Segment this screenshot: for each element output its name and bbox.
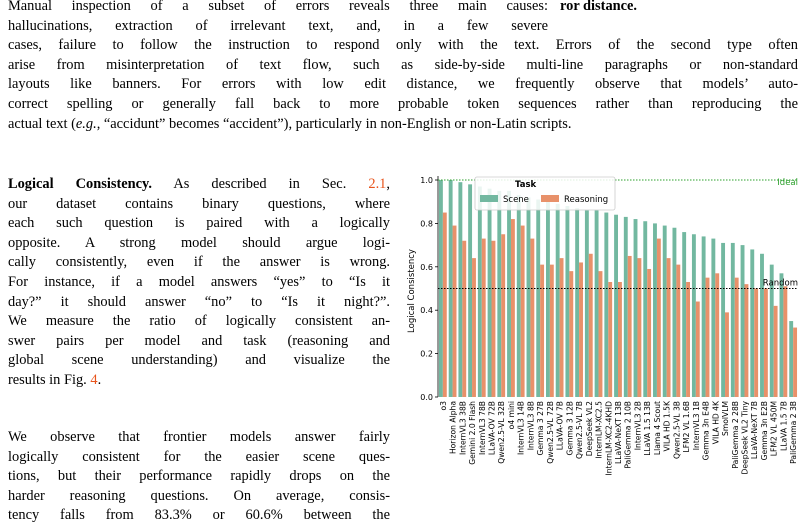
x-tick-label: Qwen2.5-VL 7B [575, 401, 585, 459]
bar-scene [692, 234, 696, 397]
bar-scene [536, 200, 540, 397]
x-tick-label: InternLM-XC2.5 [594, 401, 604, 459]
bar-reasoning [715, 273, 719, 397]
text-line: day?” it should answer “no” to “Is it night?”. [8, 293, 390, 310]
bar-reasoning [793, 328, 797, 397]
text-line: cases, failure to follow the instruction to respond only with the text. Errors of the second type often [8, 37, 798, 54]
text-line: logically consistent for the easier scene ques- [8, 448, 390, 465]
text-line: layouts like banners. For errors with low edit distance, we frequently observe that models’ auto- [8, 76, 798, 93]
bar-reasoning [725, 312, 729, 397]
bar-scene [682, 232, 686, 397]
bar-scene [721, 243, 725, 397]
bar-reasoning [696, 302, 700, 397]
bar-reasoning [618, 282, 622, 397]
logical-consistency-chart [400, 170, 805, 527]
bar-reasoning [550, 265, 554, 397]
x-tick-label: LLaVA-OV 7B [555, 401, 565, 451]
bar-reasoning [706, 278, 710, 397]
x-tick-label: DeepSeek VL2 [584, 401, 594, 457]
bar-reasoning [735, 278, 739, 397]
chart-svg [400, 170, 805, 527]
y-tick-label: 0.0 [420, 393, 433, 402]
bar-reasoning [764, 289, 768, 398]
bar-scene [468, 184, 472, 397]
bar-scene [546, 202, 550, 397]
legend-label-scene: Scene [503, 195, 529, 205]
x-tick-label: LLaVA-NeXT 7B [750, 401, 760, 460]
bar-reasoning [453, 226, 457, 397]
y-tick-label: 0.4 [420, 306, 433, 316]
bar-reasoning [686, 282, 690, 397]
y-axis [420, 176, 438, 402]
x-tick-label: InternVL3 14B [516, 401, 526, 456]
bar-reasoning [521, 226, 525, 397]
bar-scene [624, 217, 628, 397]
bar-scene [663, 226, 667, 397]
section-link[interactable]: 2.1 [368, 176, 387, 192]
bar-reasoning [482, 239, 486, 397]
bar-scene [575, 208, 579, 397]
legend-frame [475, 177, 615, 210]
x-tick-label: o4 mini [506, 401, 516, 430]
bar-reasoning [676, 265, 680, 397]
x-tick-label: InternVL3 78B [477, 401, 487, 456]
bar-scene [731, 243, 735, 397]
bar-reasoning [569, 271, 573, 397]
bar-reasoning [462, 241, 466, 397]
x-tick-label: InternVL3 2B [633, 401, 643, 451]
legend-title: Task [515, 180, 537, 190]
bar-scene [604, 213, 608, 397]
x-tick-label: DeepSeek VL2 Tiny [740, 401, 750, 475]
ideal-reference-label: Ideal [777, 178, 798, 188]
bar-scene [780, 273, 784, 397]
text-line: hallucinations, extraction of irrelevant text, and, in a few severe [8, 17, 548, 34]
y-tick-label: 0.8 [420, 219, 433, 229]
x-tick-label: o3 [438, 401, 448, 411]
bar-scene [458, 182, 462, 397]
bar-reasoning [589, 254, 593, 397]
bar-scene [556, 204, 560, 397]
legend [475, 177, 615, 210]
y-tick-label: 0.6 [420, 262, 433, 272]
logical-consistency-paragraph [8, 175, 390, 391]
bar-reasoning [540, 265, 544, 397]
bar-reasoning [530, 239, 534, 397]
x-tick-label: VILA HD 1.5K [662, 401, 672, 452]
x-tick-label: Llama 4 Scout [652, 401, 662, 456]
x-tick-label: PaliGemma 2 10B [623, 401, 633, 469]
bar-reasoning [667, 258, 671, 397]
legend-label-reasoning: Reasoning [564, 195, 609, 205]
y-axis-label: Logical Consistency [407, 249, 417, 333]
x-tick-label: LLaVA-NeXT 13B [614, 401, 623, 464]
x-tick-label: PaliGemma 2 3B [789, 401, 799, 464]
figure-caption-fragment: ror distance. [560, 0, 638, 14]
text-line: cally consistently, even if the answer is wrong. [8, 254, 390, 271]
y-tick-label: 0.2 [420, 349, 433, 359]
bar-reasoning [579, 262, 583, 397]
bar-scene [517, 195, 521, 397]
x-tick-label: InternLM-XC2-4KHD [604, 401, 614, 476]
bar-reasoning [443, 213, 447, 397]
bar-reasoning [599, 271, 603, 397]
x-tick-label: Qwen2.5-VL 3B [672, 401, 682, 459]
text-line: tions, but their performance rapidly drops on the [8, 468, 390, 485]
text-line: each such question is paired with a logically [8, 215, 390, 232]
bar-scene [527, 197, 531, 397]
text-line: For instance, if a model answers “yes” to “Is it [8, 273, 390, 290]
bar-reasoning [637, 258, 641, 397]
legend-swatch-reasoning [541, 195, 559, 202]
bar-reasoning [492, 241, 496, 397]
bar-scene [760, 254, 764, 397]
text-line: results in Fig. 4. [8, 371, 102, 388]
bar-reasoning [560, 258, 564, 397]
x-tick-label: Gemma 3n E2B [759, 401, 769, 461]
bar-scene [488, 189, 492, 397]
text-line: Logical Consistency. As described in Sec. 2.1, [8, 176, 390, 192]
x-tick-label: InternVL3 1B [691, 401, 701, 451]
text-line: correct spelling or generally fall back to more probable token sequences rather than reproducing the [8, 95, 798, 112]
top-paragraph [8, 0, 798, 134]
x-tick-label: InternVL3 38B [458, 401, 468, 456]
bar-scene [750, 249, 754, 397]
x-tick-label: Gemini 2.0 Flash [468, 401, 478, 465]
bar-scene [741, 245, 745, 397]
bar-scene [789, 321, 793, 397]
bar-scene [595, 210, 599, 397]
bar-reasoning [628, 256, 632, 397]
x-tick-label: LLaVA 1.5 13B [643, 401, 653, 456]
text-line: tency falls from 83.3% or 60.6% between the [8, 507, 390, 524]
bar-scene [643, 221, 647, 397]
text-line: our dataset contains binary questions, where [8, 195, 390, 212]
x-tick-label: Gemma 3n E4B [701, 401, 711, 461]
bar-reasoning [774, 306, 778, 397]
x-tick-label: LFM2 VL 450M [769, 401, 779, 457]
observation-paragraph [8, 428, 390, 526]
text-line: opposite. A strong model should argue logi- [8, 234, 390, 251]
y-tick-label: 1.0 [420, 176, 433, 185]
bar-scene [672, 228, 676, 397]
bar-scene [711, 239, 715, 397]
bar-reasoning [501, 234, 505, 397]
text-line: harder reasoning questions. On average, consis- [8, 487, 390, 504]
x-axis-labels [439, 400, 798, 476]
bar-reasoning [754, 289, 758, 398]
legend-swatch-scene [480, 195, 498, 202]
figure-link[interactable]: 4 [90, 371, 98, 388]
x-tick-label: Qwen2.5-VL 72B [545, 401, 555, 464]
random-reference-label: Random [762, 278, 798, 289]
bar-scene [614, 215, 618, 397]
bar-scene [497, 191, 501, 397]
text-line: arise from misinterpretation of text flow, such as side-by-side multi-line paragraphs or non-standard [8, 56, 798, 73]
paragraph-heading: Logical Consistency. [8, 176, 153, 192]
x-tick-label: LFM2 VL 1.6B [682, 401, 692, 453]
x-tick-label: Gemma 3 12B [565, 401, 575, 456]
x-tick-label: PaliGemma 2 28B [730, 401, 740, 469]
text-line: actual text (e.g., “accidunt” becomes “accident”), particularly in non-English or non-Latin scripts. [8, 115, 572, 132]
bar-scene [702, 236, 706, 397]
bar-scene [653, 223, 657, 397]
bar-scene [634, 219, 638, 397]
text-line: swer pairs per model and task (reasoning and [8, 332, 390, 349]
bar-scene [507, 191, 511, 397]
x-tick-label: LLaVA-OV 72B [487, 401, 497, 456]
bar-reasoning [783, 286, 787, 397]
text-line: Manual inspection of a subset of errors reveals three main causes: [8, 0, 548, 14]
bar-scene [565, 206, 569, 397]
x-tick-label: VILA HD 4K [711, 401, 721, 445]
x-tick-label: SmolVLM [721, 401, 731, 436]
bar-reasoning [657, 239, 661, 397]
text-line: We observe that frontier models answer fairly [8, 429, 390, 445]
bar-scene [478, 187, 482, 397]
text-line: global scene understanding) and visualize the [8, 352, 390, 369]
bar-reasoning [608, 282, 612, 397]
text-line: We measure the ratio of logically consistent an- [8, 313, 390, 330]
bar-reasoning [744, 284, 748, 397]
x-tick-label: InternVL3 8B [526, 401, 536, 451]
x-tick-label: Horizon Alpha [448, 401, 458, 455]
x-tick-label: Gemma 3 27B [536, 401, 546, 456]
bar-reasoning [511, 219, 515, 397]
bar-scene [585, 210, 589, 397]
bar-reasoning [472, 258, 476, 397]
x-tick-label: LLaVA 1.5 7B [779, 401, 789, 451]
x-tick-label: Qwen2.5-VL 32B [497, 401, 507, 464]
